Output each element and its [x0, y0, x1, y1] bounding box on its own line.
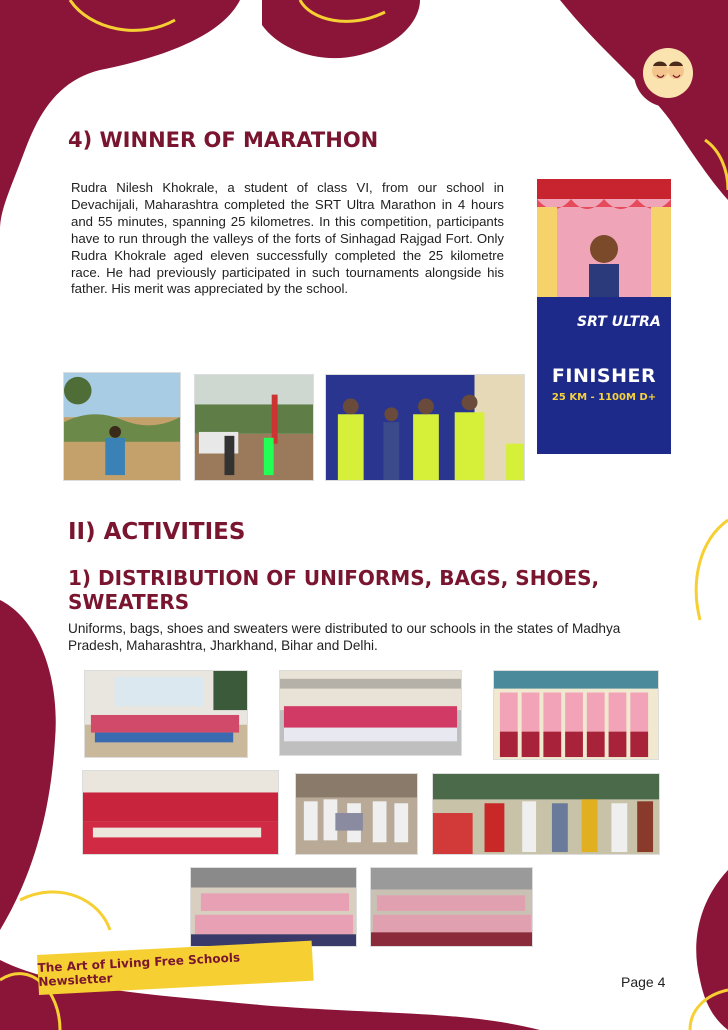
photo-distribution-8: [370, 867, 533, 947]
photo-distribution-4: [82, 770, 279, 855]
photo-distribution-6: [432, 773, 660, 855]
finisher-poster: [537, 179, 671, 454]
photo-distribution-1: [84, 670, 248, 758]
school-logo: [633, 38, 703, 108]
marathon-heading: 4) WINNER OF MARATHON: [68, 128, 379, 152]
photo-distribution-3: [493, 670, 659, 760]
photo-running-hill: [63, 372, 181, 481]
poster-event: SRT ULTRA: [577, 314, 661, 330]
poster-top: [537, 179, 671, 297]
poster-title: FINISHER: [551, 365, 657, 387]
uniforms-subheading: 1) DISTRIBUTION OF UNIFORMS, BAGS, SHOES, SWEATERS: [68, 566, 600, 614]
photo-race-road: [194, 374, 314, 481]
poster-distance: 25 KM - 1100M D+: [551, 392, 657, 403]
newsletter-title: The Art of Living Free Schools Newsletter: [37, 950, 241, 989]
activities-heading: II) ACTIVITIES: [68, 519, 246, 545]
page-number: Page 4: [621, 974, 666, 990]
photo-distribution-2: [279, 670, 462, 756]
uniforms-paragraph: Uniforms, bags, shoes and sweaters were distributed to our schools in the states of Madhya Pradesh, Maharashtra, Jharkhand, Bihar and Delhi.: [68, 621, 621, 653]
photo-award-ceremony: [325, 374, 525, 481]
marathon-paragraph: Rudra Nilesh Khokrale, a student of class VI, from our school in Devachijali, Maharashtra completed the SRT Ultra Marathon in 4 hours and 55 minutes, spanning 25 kilometres. In this competition, participants have to run through the valleys of the forts of Sinhagad Rajgad Fort. Only Rudra Khokrale aged eleven successfully completed the 25 kilometre race. He had previously participated in such tournaments alongside his father. His merit was appreciated by the school.: [71, 180, 504, 297]
photo-distribution-5: [295, 773, 418, 855]
photo-distribution-7: [190, 867, 357, 947]
